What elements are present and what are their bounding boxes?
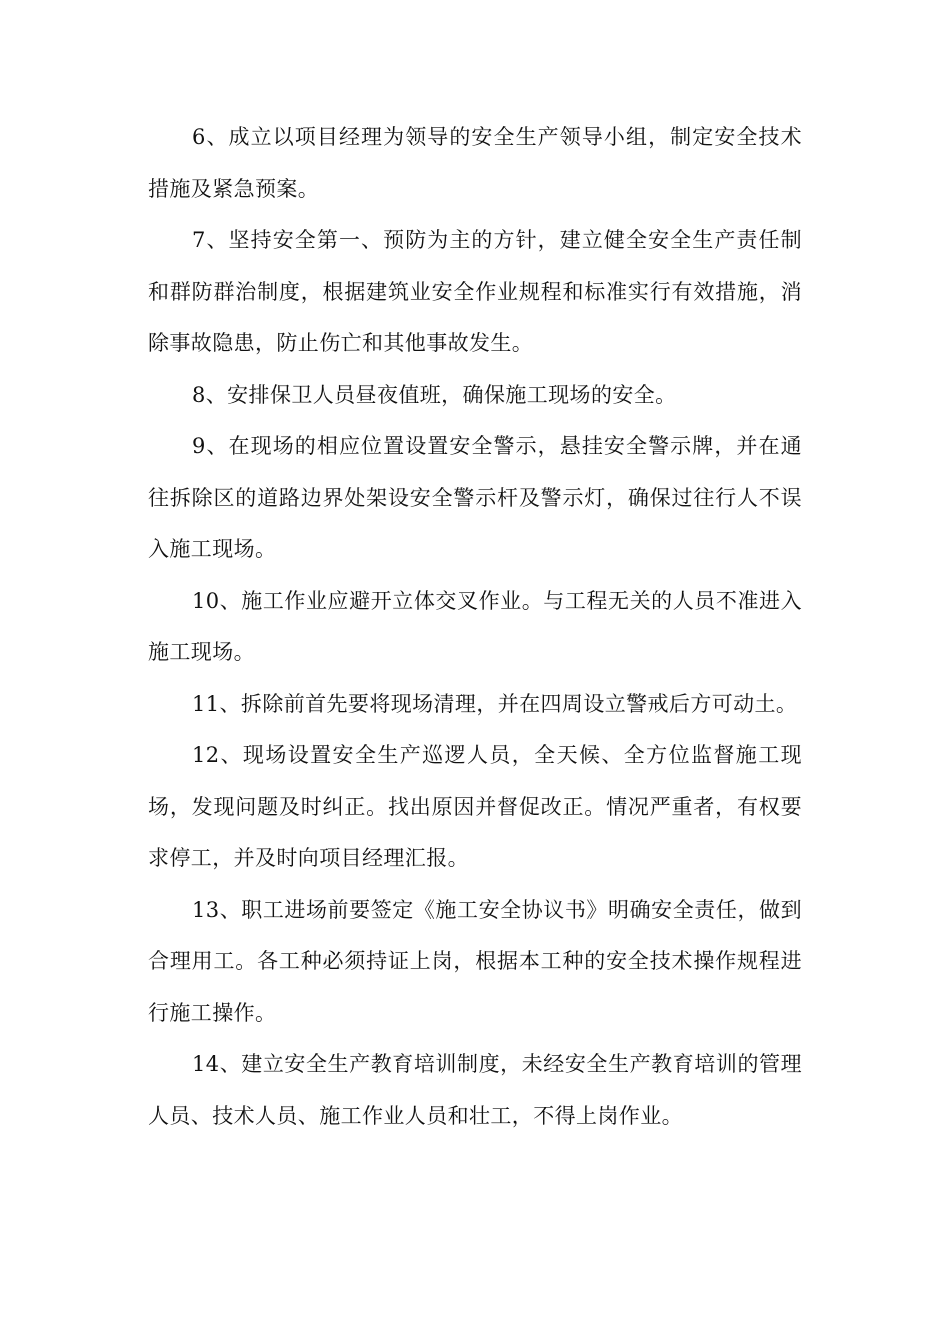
paragraph-item-6: 6、成立以项目经理为领导的安全生产领导小组，制定安全技术措施及紧急预案。 (148, 125, 802, 201)
paragraph-item-9: 9、在现场的相应位置设置安全警示，悬挂安全警示牌，并在通往拆除区的道路边界处架设安全警示杆及警示灯，确保过往行人不误入施工现场。 (148, 434, 802, 561)
paragraph-item-11: 11、拆除前首先要将现场清理，并在四周设立警戒后方可动土。 (192, 691, 798, 716)
document-body (148, 112, 802, 1142)
paragraph-item-14: 14、建立安全生产教育培训制度，未经安全生产教育培训的管理人员、技术人员、施工作业人员和壮工，不得上岗作业。 (148, 1052, 802, 1128)
paragraph-item-10: 10、施工作业应避开立体交叉作业。与工程无关的人员不准进入施工现场。 (148, 588, 802, 664)
paragraph-item-13: 13、职工进场前要签定《施工安全协议书》明确安全责任，做到合理用工。各工种必须持证上岗，根据本工种的安全技术操作规程进行施工操作。 (148, 897, 802, 1025)
paragraph-item-7: 7、坚持安全第一、预防为主的方针，建立健全安全生产责任制和群防群治制度，根据建筑业安全作业规程和标准实行有效措施，消除事故隐患，防止伤亡和其他事故发生。 (148, 228, 802, 355)
paragraph-item-8: 8、安排保卫人员昼夜值班，确保施工现场的安全。 (192, 382, 677, 407)
paragraph-item-12: 12、现场设置安全生产巡逻人员，全天候、全方位监督施工现场，发现问题及时纠正。找出原因并督促改正。情况严重者，有权要求停工，并及时向项目经理汇报。 (148, 743, 802, 870)
